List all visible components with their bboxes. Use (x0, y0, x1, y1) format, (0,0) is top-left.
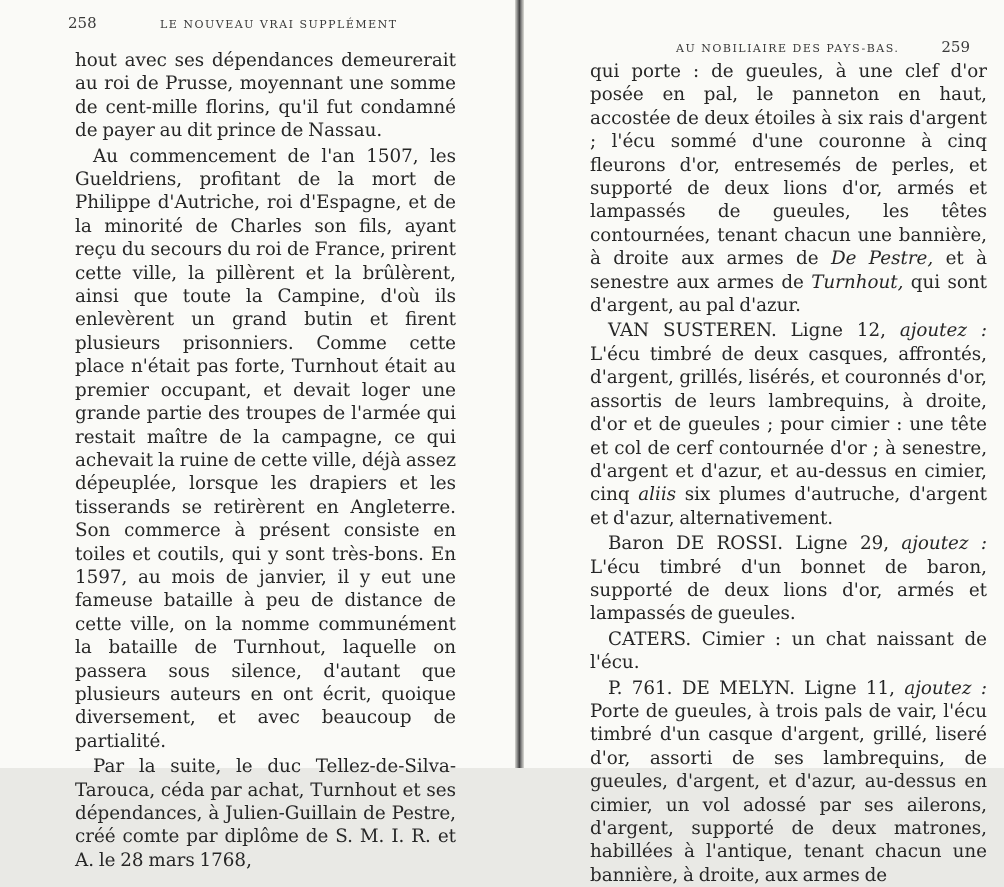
italic-run: ajoutez : (899, 320, 988, 342)
italic-run: ajoutez : (904, 677, 987, 699)
text-run: Baron DE ROSSI. Ligne 29, (608, 533, 902, 555)
right-body-text (590, 60, 987, 887)
left-body-text (75, 49, 456, 872)
paragraph (590, 60, 987, 317)
right-running-head (524, 14, 1004, 56)
italic-run: aliis (638, 484, 677, 506)
paragraph (590, 319, 987, 530)
text-run: L'écu timbré de deux casques, affrontés, d'argent, grillés, lisérés, et couronnés d'or, assortis de leurs lambrequins, à droite, d'or et de gueules ; pour cimier : une tête et col de cerf contournée d'or ; à senestre, d'argent et d'azur, et au-dessus en cimier, cinq (590, 343, 987, 506)
paragraph (590, 532, 987, 626)
running-head-title-left: LE NOUVEAU VRAI SUPPLÉMENT (160, 18, 398, 31)
paragraph (590, 677, 987, 887)
text-run: Porte de gueules, à trois pals de vair, l'écu timbré d'un casque d'argent, grillé, liseré d'or, assorti de ses lambrequins, de gueules, d'argent, et d'azur, au-dessus en cimier, un vol adossé par ses ailerons, d'argent, supporté de deux matrones, habillées à l'antique, tenant chacun une bannière, à droite, aux armes de (590, 700, 987, 886)
paragraph: hout avec ses dépendances demeurerait au roi de Prusse, moyennant une somme de cent-mille florins, qu'il fut condamné de payer au dit prince de Nassau. (75, 50, 456, 142)
right-page (524, 0, 1004, 886)
italic-run: De Pestre, (830, 248, 934, 270)
text-run: qui sont d'argent, au pal d'azur. (590, 271, 987, 317)
italic-run: Turnhout, (811, 271, 904, 293)
text-run: VAN SUSTEREN. Ligne 12, (608, 320, 900, 342)
text-run: six plumes d'autruche, d'argent et d'azur, alternativement. (590, 484, 988, 529)
page-number-right: 259 (941, 38, 970, 56)
book-gutter (515, 0, 524, 768)
paragraph: CATERS. Cimier : un chat naissant de l'écu. (590, 628, 987, 674)
text-run: qui porte : de gueules, à une clef d'or posée en pal, le panneton en haut, accostée de deux étoiles à six rais d'argent ; l'écu sommé d'une couronne à cinq fleurons d'or, entresemés de perles, et supporté de deux lions d'or, armés et lampassés de gueules, les têtes contournées, tenant chacun une bannière, à droite aux armes de (590, 61, 987, 270)
left-running-head (0, 14, 515, 36)
text-run: et à senestre aux armes de (590, 248, 988, 293)
paragraph: Par la suite, le duc Tellez-de-Silva-Tarouca, céda par achat, Turnhout et ses dépendances, à Julien-Guillain de Pestre, créé comte par diplôme de S. M. I. R. et A. le 28 mars 1768, (75, 756, 456, 871)
text-run: L'écu timbré d'un bonnet de baron, supporté de deux lions d'or, armés et lampassés de gueules. (590, 556, 987, 625)
text-run: P. 761. DE MELYN. Ligne 11, (608, 677, 905, 699)
running-head-title-right: AU NOBILIAIRE DES PAYS-BAS. (676, 42, 900, 55)
page-number-left: 258 (68, 14, 97, 32)
italic-run: ajoutez : (901, 533, 987, 555)
paragraph: Au commencement de l'an 1507, les Gueldriens, profitant de la mort de Philippe d'Autriche, roi d'Espagne, et de la minorité de Charles son fils, ayant reçu du secours du roi de France, prirent cette ville, la pillèrent et la brûlèrent, ainsi que toute la Campine, d'où ils enlevèrent un grand butin et firent plusieurs prisonniers. Comme cette place n'était pas forte, Turnhout était au premier occupant, et devait loger une grande partie des troupes de l'armée qui restait maître de la campagne, ce qui achevait la ruine de cette ville, déjà assez dépeuplée, lorsque les drapiers et les tisserands se retirèrent en Angleterre. Son commerce à présent consiste en toiles et coutils, qui y sont très-bons. En 1597, au mois de janvier, il y eut une fameuse bataille à peu de distance de cette ville, on la nomme communément la bataille de Turnhout, laquelle on passera sous silence, d'autant que plusieurs auteurs en ont écrit, quoique diversement, et avec beaucoup de partialité. (75, 145, 456, 752)
